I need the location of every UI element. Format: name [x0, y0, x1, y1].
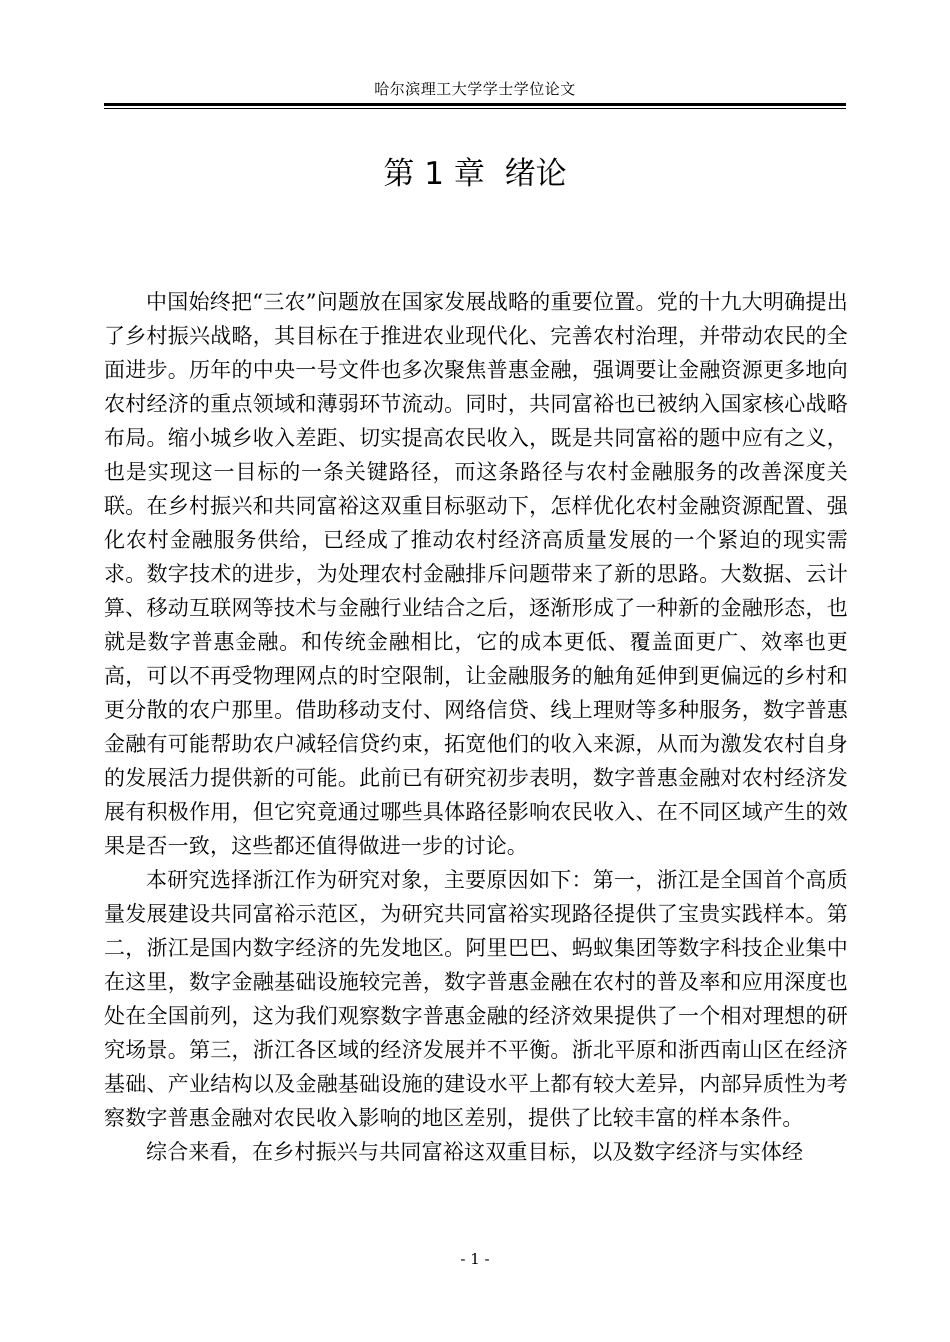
paragraph: 中国始终把“三农”问题放在国家发展战略的重要位置。党的十九大明确提出了乡村振兴战略，其目标在于推进农业现代化、完善农村治理，并带动农民的全面进步。历年的中央一号文件也多次聚焦普惠金融，强调要让金融资源更多地向农村经济的重点领域和薄弱环节流动。同时，共同富裕也已被纳入国家核心战略布局。缩小城乡收入差距、切实提高农民收入，既是共同富裕的题中应有之义，也是实现这一目标的一条关键路径，而这条路径与农村金融服务的改善深度关联。在乡村振兴和共同富裕这双重目标驱动下，怎样优化农村金融资源配置、强化农村金融服务供给，已经成了推动农村经济高质量发展的一个紧迫的现实需求。数字技术的进步，为处理农村金融排斥问题带来了新的思路。大数据、云计算、移动互联网等技术与金融行业结合之后，逐渐形成了一种新的金融形态，也就是数字普惠金融。和传统金融相比，它的成本更低、覆盖面更广、效率也更高，可以不再受物理网点的时空限制，让金融服务的触角延伸到更偏远的乡村和更分散的农户那里。借助移动支付、网络信贷、线上理财等多种服务，数字普惠金融有可能帮助农户减轻信贷约束，拓宽他们的收入来源，从而为激发农村自身的发展活力提供新的可能。此前已有研究初步表明，数字普惠金融对农村经济发展有积极作用，但它究竟通过哪些具体路径影响农民收入、在不同区域产生的效果是否一致，这些都还值得做进一步的讨论。 [104, 290, 848, 858]
header-rule-thin [104, 108, 846, 109]
running-header: 哈尔滨理工大学学士学位论文 [374, 80, 576, 98]
chapter-name: 绪论 [504, 156, 567, 192]
header-rule-thick [104, 103, 846, 106]
paragraph: 综合来看，在乡村振兴与共同富裕这双重目标，以及数字经济与实体经 [146, 1140, 804, 1164]
paragraph: 本研究选择浙江作为研究对象，主要原因如下：第一，浙江是全国首个高质量发展建设共同富裕示范区，为研究共同富裕实现路径提供了宝贵实践样本。第二，浙江是国内数字经济的先发地区。阿里巴巴、蚂蚁集团等数字科技企业集中在这里，数字金融基础设施较完善，数字普惠金融在农村的普及率和应用深度也处在全国前列，这为我们观察数字普惠金融的经济效果提供了一个相对理想的研究场景。第三，浙江各区域的经济发展并不平衡。浙北平原和浙西南山区在经济基础、产业结构以及金融基础设施的建设水平上都有较大差异，内部异质性为考察数字普惠金融对农民收入影响的地区差别，提供了比较丰富的样本条件。 [104, 868, 848, 1130]
chapter-title [104, 152, 846, 196]
body-text [104, 285, 848, 1169]
chapter-number: 第 1 章 [383, 156, 485, 192]
page-number: - 1 - [460, 1250, 490, 1268]
